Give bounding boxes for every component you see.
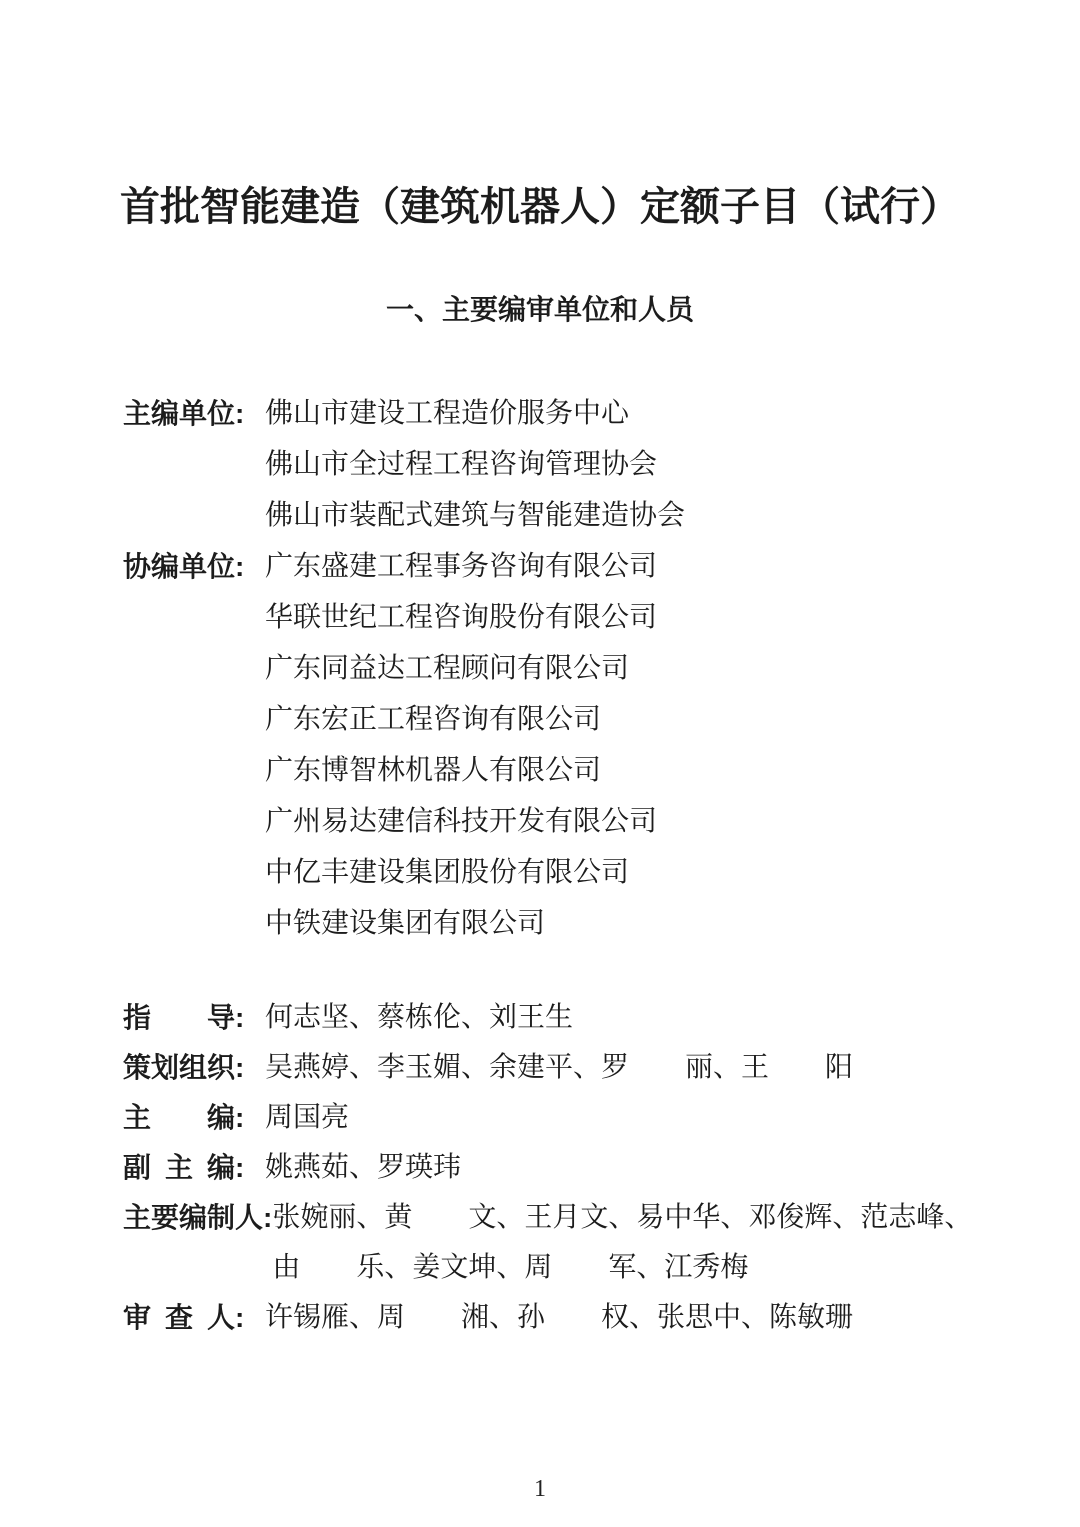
advisor-names: 何志坚、蔡栋伦、刘王生 (265, 1002, 574, 1033)
main-compilers-label: 主要编制人: (123, 1202, 273, 1233)
reviewers-label: 审 查 人: (123, 1302, 245, 1333)
unit-name: 佛山市全过程工程咨询管理协会 (265, 449, 658, 480)
advisor-label: 指 导: (123, 1002, 245, 1033)
chief-editor-label: 主 编: (123, 1102, 245, 1133)
chief-editor-units-row (123, 388, 1080, 541)
unit-name: 佛山市装配式建筑与智能建造协会 (265, 500, 686, 531)
page-number: 1 (534, 1476, 546, 1502)
personnel-list (123, 993, 1080, 1343)
unit-groups (123, 388, 1080, 949)
document-title: 首批智能建造（建筑机器人）定额子目（试行） (120, 184, 960, 229)
planning-organizer-label: 策划组织: (123, 1052, 245, 1083)
main-compilers-names-line1: 张婉丽、黄 文、王月文、易中华、邓俊辉、范志峰、 (272, 1202, 973, 1233)
main-compilers-names-line2: 由 乐、姜文坤、周 军、江秀梅 (272, 1252, 749, 1283)
deputy-chief-editor-label: 副 主 编: (123, 1152, 245, 1183)
planning-organizer-names: 吴燕婷、李玉媚、余建平、罗 丽、王 阳 (265, 1052, 854, 1083)
chief-editor-row (123, 1093, 1080, 1143)
planning-organizer-row (123, 1043, 1080, 1093)
unit-name: 广东宏正工程咨询有限公司 (265, 704, 602, 735)
co-editor-units-list (265, 541, 1080, 949)
unit-name: 广东同益达工程顾问有限公司 (265, 653, 630, 684)
chief-editor-units-label: 主编单位: (123, 398, 245, 429)
unit-name: 广东博智林机器人有限公司 (265, 755, 602, 786)
unit-name: 佛山市建设工程造价服务中心 (265, 398, 630, 429)
unit-name: 华联世纪工程咨询股份有限公司 (265, 602, 658, 633)
unit-name: 广东盛建工程事务咨询有限公司 (265, 551, 658, 582)
reviewers-names: 许锡雁、周 湘、孙 权、张思中、陈敏珊 (265, 1302, 854, 1333)
advisor-row (123, 993, 1080, 1043)
unit-name: 中铁建设集团有限公司 (265, 908, 546, 939)
reviewers-row (123, 1293, 1080, 1343)
chief-editor-names: 周国亮 (265, 1102, 350, 1133)
unit-name: 中亿丰建设集团股份有限公司 (265, 857, 630, 888)
unit-name: 广州易达建信科技开发有限公司 (265, 806, 658, 837)
chief-editor-units-list (265, 388, 1080, 541)
deputy-chief-editor-names: 姚燕茹、罗瑛玮 (265, 1152, 462, 1183)
main-compilers-row (123, 1193, 1080, 1293)
section-heading: 一、主要编审单位和人员 (385, 294, 694, 325)
deputy-chief-editor-row (123, 1143, 1080, 1193)
co-editor-units-row (123, 541, 1080, 949)
co-editor-units-label: 协编单位: (123, 551, 245, 582)
